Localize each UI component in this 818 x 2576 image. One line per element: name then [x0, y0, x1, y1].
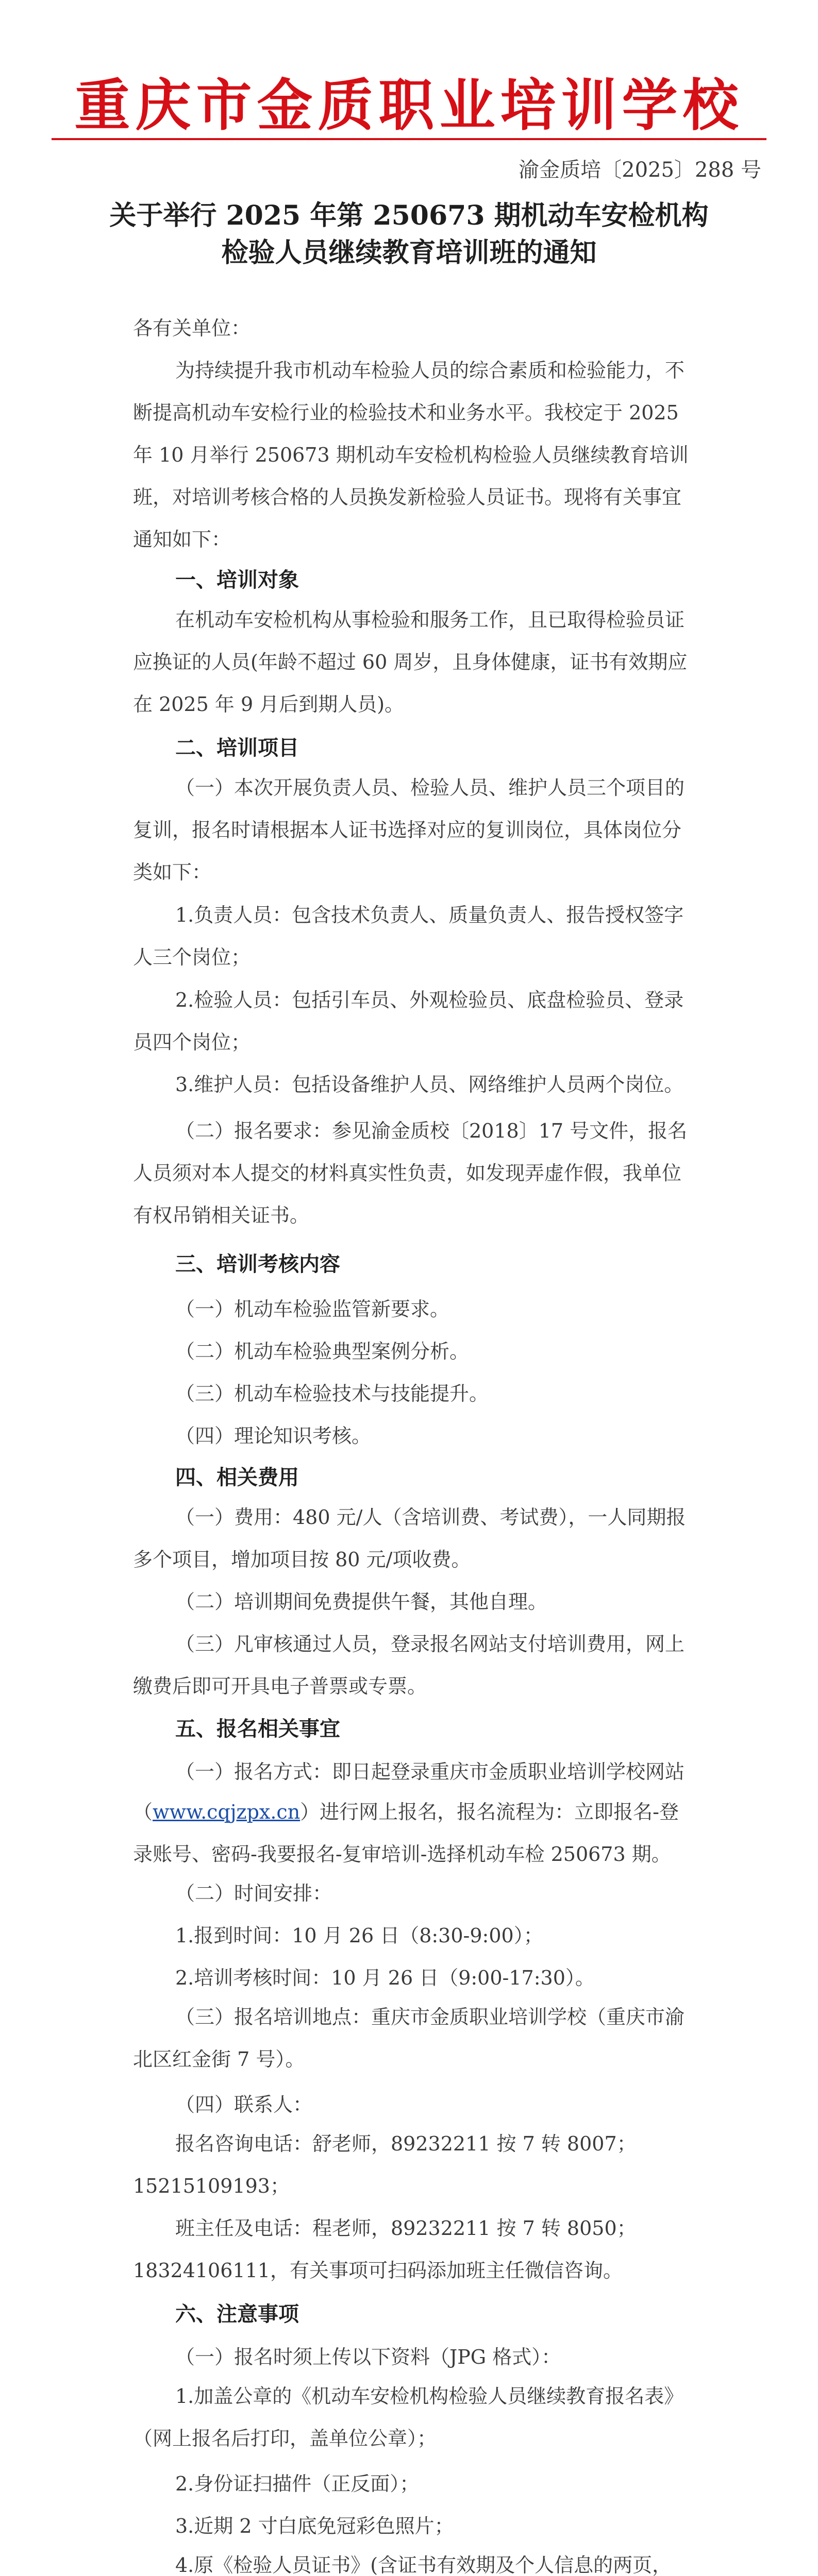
section-4-para-2: （二）培训期间免费提供午餐，其他自理。	[175, 1590, 548, 1613]
section-6-item-2: 2.身份证扫描件（正反面）；	[175, 2472, 420, 2495]
section-5-place: （三）报名培训地点：重庆市金质职业培训学校（重庆市渝北区红金街 7 号）。	[133, 2006, 685, 2071]
section-5-contact-2: 班主任及电话：程老师，89232211 按 7 转 8050；18324106111，有关事项可扫码添加班主任微信咨询。	[133, 2217, 637, 2282]
section-2-para-4: 3.维护人员：包括设备维护人员、网络维护人员两个岗位。	[175, 1073, 684, 1096]
section-6-item-3: 3.近期 2 寸白底免冠彩色照片；	[175, 2515, 454, 2537]
section-2-para-5: （二）报名要求：参见渝金质校〔2018〕17 号文件，报名人员须对本人提交的材料真实性负责，如发现弄虚作假，我单位有权吊销相关证书。	[133, 1120, 688, 1227]
header-red-rule	[52, 138, 766, 140]
school-name-header: 重庆市金质职业培训学校	[74, 74, 744, 138]
section-4-para-1: （一）费用：480 元/人（含培训费、考试费），一人同期报多个项目，增加项目按 80 元/项收费。	[133, 1506, 686, 1571]
section-5-signup-rest	[133, 1791, 690, 1875]
section-3-title: 三、培训考核内容	[175, 1252, 340, 1276]
section-5-time-title: （二）时间安排：	[175, 1882, 332, 1905]
document-title-line-2: 检验人员继续教育培训班的通知	[221, 237, 597, 268]
section-2-para-2: 1.负责人员：包含技术负责人、质量负责人、报告授权签字人三个岗位；	[133, 904, 684, 969]
section-2-para-1: （一）本次开展负责人员、检验人员、维护人员三个项目的复训，报名时请根据本人证书选择对应的复训岗位，具体岗位分类如下：	[133, 776, 685, 884]
section-3-item-4: （四）理论知识考核。	[175, 1425, 372, 1447]
document-title-line-1: 关于举行 2025 年第 250673 期机动车安检机构	[109, 200, 709, 231]
section-6-item-4: 4.原《检验人员证书》(含证书有效期及个人信息的两页，	[175, 2554, 672, 2576]
section-1-text: 在机动车安检机构从事检验和服务工作，且已取得检验员证应换证的人员(年龄不超过 60 周岁，且身体健康，证书有效期应在 2025 年 9 月后到期人员)。	[133, 608, 688, 716]
section-5-signup-line-1: （一）报名方式：即日起登录重庆市金质职业培训学校网站	[175, 1760, 685, 1783]
section-3-item-2: （二）机动车检验典型案例分析。	[175, 1340, 470, 1363]
paren-open: （	[133, 1801, 153, 1823]
section-5-contact-1: 报名咨询电话：舒老师，89232211 按 7 转 8007；15215109193；	[133, 2132, 637, 2197]
section-3-item-1: （一）机动车检验监管新要求。	[175, 1298, 450, 1320]
section-6-para-1: （一）报名时须上传以下资料（JPG 格式）：	[175, 2346, 561, 2368]
section-4-para-3: （三）凡审核通过人员，登录报名网站支付培训费用，网上缴费后即可开具电子普票或专票。	[133, 1633, 685, 1698]
section-5-time-2: 2.培训考核时间：10 月 26 日（9:00-17:30）。	[175, 1967, 595, 1989]
section-5-title: 五、报名相关事宜	[175, 1717, 340, 1741]
section-6-item-1: 1.加盖公章的《机动车安检机构检验人员继续教育报名表》（网上报名后打印，盖单位公章）；	[133, 2385, 684, 2450]
signup-flow-text: ）进行网上报名，报名流程为：立即报名-登录账号、密码-我要报名-复审培训-选择机动车检 250673 期。	[133, 1801, 679, 1866]
section-6-title: 六、注意事项	[175, 2302, 299, 2326]
document-number: 渝金质培〔2025〕288 号	[519, 158, 761, 182]
intro-paragraph: 为持续提升我市机动车检验人员的综合素质和检验能力，不断提高机动车安检行业的检验技术和业务水平。我校定于 2025 年 10 月举行 250673 期机动车安检机构检验人员继续教育培训班，对培训考核合格的人员换发新检验人员证书。现将有关事宜通知如下：	[133, 359, 689, 551]
section-1-title: 一、培训对象	[175, 568, 299, 592]
section-2-para-3: 2.检验人员：包括引车员、外观检验员、底盘检验员、登录员四个岗位；	[133, 989, 684, 1054]
section-2-title: 二、培训项目	[175, 736, 299, 760]
section-5-time-1: 1.报到时间：10 月 26 日（8:30-9:00）；	[175, 1924, 543, 1947]
section-4-title: 四、相关费用	[175, 1466, 299, 1489]
school-website-link[interactable]: www.cqjzpx.cn	[153, 1801, 301, 1823]
section-5-contact-title: （四）联系人：	[175, 2093, 313, 2116]
salutation: 各有关单位：	[133, 317, 251, 340]
section-3-item-3: （三）机动车检验技术与技能提升。	[175, 1382, 489, 1405]
